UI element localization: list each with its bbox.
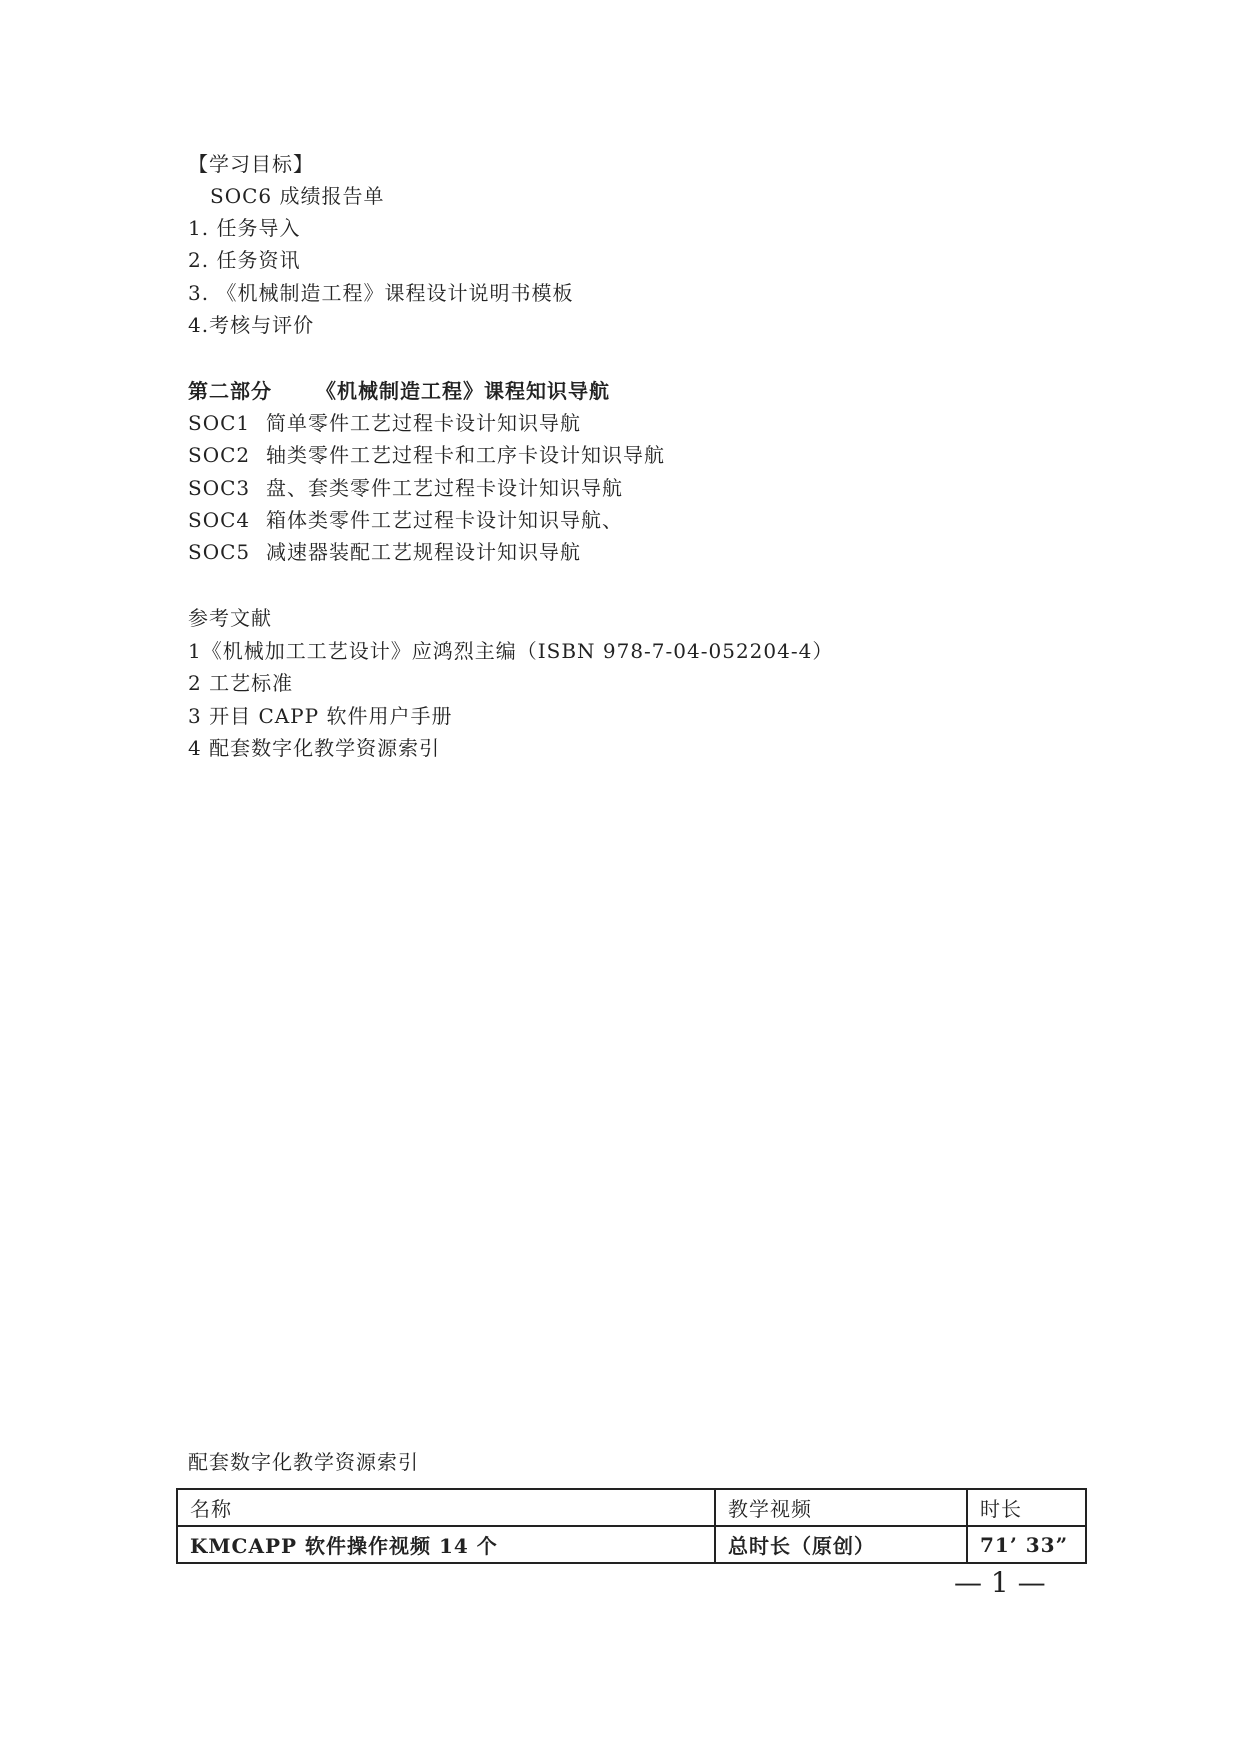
nav-item xyxy=(188,508,623,532)
learning-goal-item: 2. 任务资讯 xyxy=(188,248,301,272)
nav-item-text: 轴类零件工艺过程卡和工序卡设计知识导航 xyxy=(266,443,665,467)
learning-goal-item: 4.考核与评价 xyxy=(188,313,315,337)
nav-item xyxy=(188,540,581,564)
reference-item: 4 配套数字化教学资源索引 xyxy=(188,736,441,760)
reference-item: 1《机械加工工艺设计》应鸿烈主编（ISBN 978-7-04-052204-4） xyxy=(188,639,834,663)
cell-name: KMCAPP 软件操作视频 14 个 xyxy=(177,1526,715,1563)
nav-item-code: SOC1 xyxy=(188,411,251,435)
table-row xyxy=(177,1526,1086,1563)
header-cell-name: 名称 xyxy=(177,1489,715,1526)
part-two-label: 第二部分 xyxy=(188,379,272,403)
nav-item-text: 盘、套类零件工艺过程卡设计知识导航 xyxy=(266,476,623,500)
learning-goal-item: SOC6 成绩报告单 xyxy=(210,184,385,208)
resource-index-caption: 配套数字化教学资源索引 xyxy=(188,1450,419,1474)
nav-item-code: SOC2 xyxy=(188,443,251,467)
nav-item xyxy=(188,411,581,435)
references-heading: 参考文献 xyxy=(188,606,272,630)
learning-goal-item: 1. 任务导入 xyxy=(188,216,301,240)
nav-item-text: 箱体类零件工艺过程卡设计知识导航、 xyxy=(266,508,623,532)
header-cell-duration: 时长 xyxy=(967,1489,1086,1526)
cell-video: 总时长（原创） xyxy=(715,1526,967,1563)
cell-duration: 71’ 33” xyxy=(967,1526,1086,1563)
nav-item-text: 简单零件工艺过程卡设计知识导航 xyxy=(266,411,581,435)
header-cell-video: 教学视频 xyxy=(715,1489,967,1526)
learning-goals-heading: 【学习目标】 xyxy=(188,152,314,176)
nav-item-code: SOC4 xyxy=(188,508,251,532)
part-two-heading xyxy=(188,379,610,403)
nav-item-code: SOC5 xyxy=(188,540,251,564)
resource-index-table xyxy=(176,1488,1087,1564)
nav-item xyxy=(188,476,623,500)
table-header-row xyxy=(177,1489,1086,1526)
nav-item-code: SOC3 xyxy=(188,476,251,500)
nav-item xyxy=(188,443,665,467)
reference-item: 3 开目 CAPP 软件用户手册 xyxy=(188,704,453,728)
reference-item: 2 工艺标准 xyxy=(188,671,294,695)
learning-goal-item: 3. 《机械制造工程》课程设计说明书模板 xyxy=(188,281,574,305)
part-two-title: 《机械制造工程》课程知识导航 xyxy=(316,379,610,403)
nav-item-text: 减速器装配工艺规程设计知识导航 xyxy=(266,540,581,564)
page-number: — 1 — xyxy=(954,1566,1046,1599)
